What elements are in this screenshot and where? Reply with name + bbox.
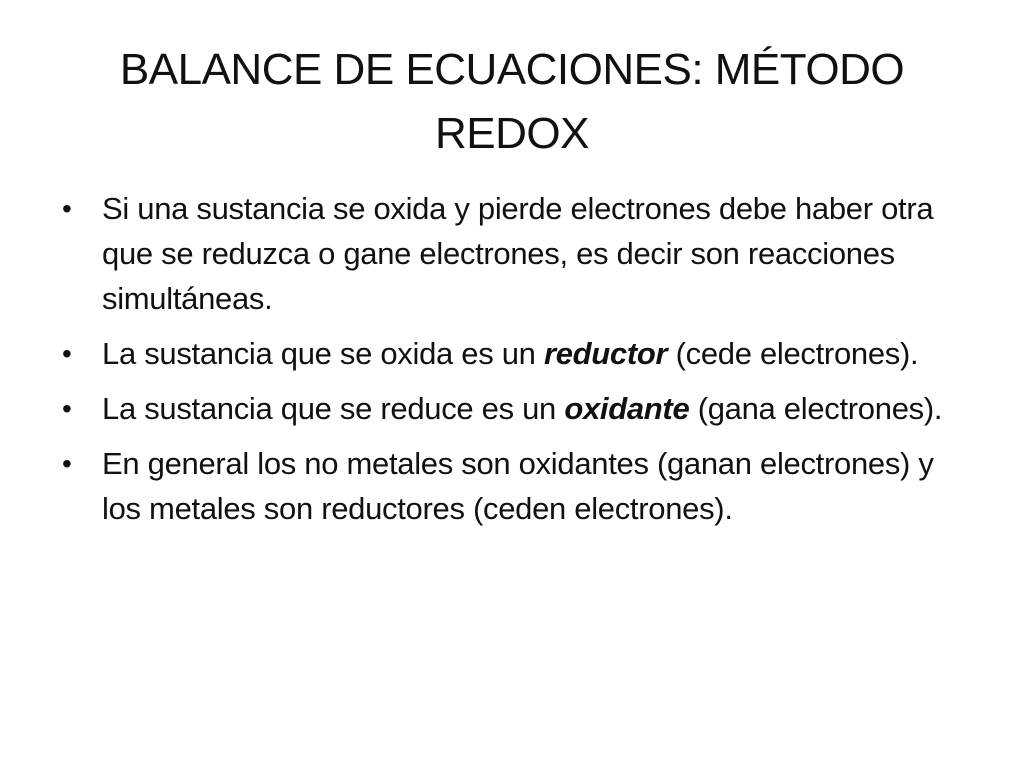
bullet-text-before: La sustancia que se oxida es un (102, 336, 544, 371)
slide-title: BALANCE DE ECUACIONES: MÉTODO REDOX (119, 45, 905, 158)
bullet-list (62, 186, 962, 541)
bullet-icon: • (62, 193, 72, 224)
emphasis-reductor: reductor (543, 336, 668, 371)
emphasis-oxidante: oxidante (564, 391, 690, 426)
bullet-item-metals-nonmetals (62, 441, 962, 531)
bullet-icon: • (62, 448, 72, 479)
bullet-text: Si una sustancia se oxida y pierde electrones debe haber otra que se reduzca o gane electrones, es decir son reacciones simultáneas. (102, 191, 934, 316)
bullet-text: En general los no metales son oxidantes (ganan electrones) y los metales son reductores (ceden electrones). (102, 446, 934, 526)
bullet-item-simultaneous-reactions (62, 186, 962, 321)
bullet-text-before: La sustancia que se reduce es un (102, 391, 565, 426)
bullet-item-reductor (62, 331, 962, 376)
bullet-icon: • (62, 393, 72, 424)
bullet-item-oxidante (62, 386, 962, 431)
bullet-text-after: (gana electrones). (689, 391, 943, 426)
bullet-text-after: (cede electrones). (667, 336, 919, 371)
bullet-icon: • (62, 338, 72, 369)
